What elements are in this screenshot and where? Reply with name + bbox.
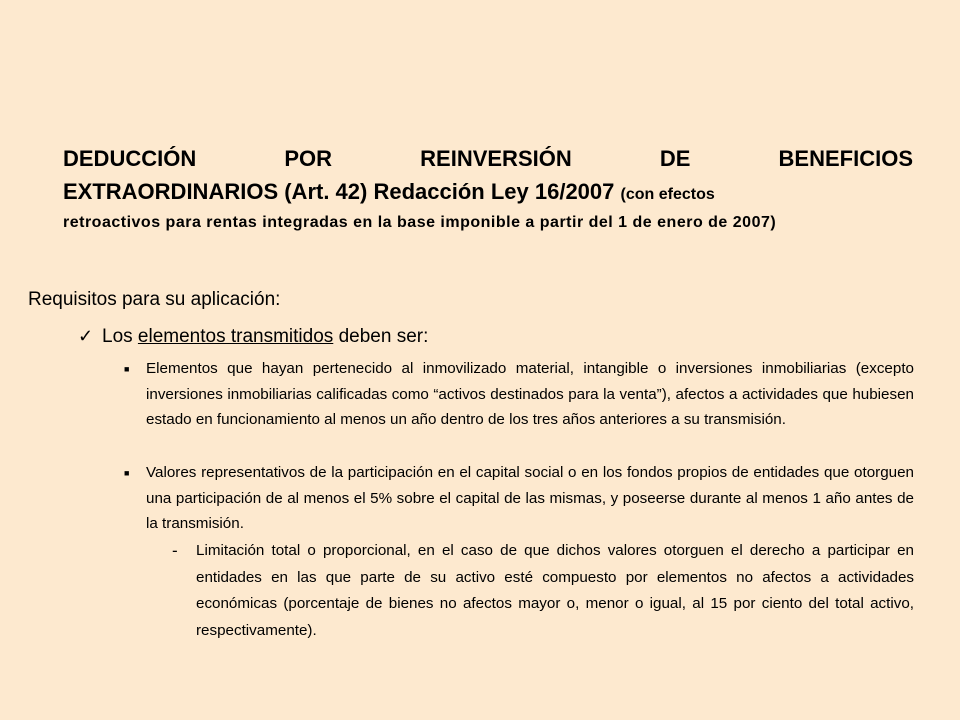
- title-line-2: [63, 175, 913, 211]
- check-underlined-text: elementos transmitidos: [137, 326, 334, 347]
- title-line-1: DEDUCCIÓN POR REINVERSIÓN DE BENEFICIOS: [63, 146, 913, 171]
- check-icon: ✓: [78, 326, 94, 346]
- bullet-text-1: Elementos que hayan pertenecido al inmovilizado material, intangible o inversiones inmobiliarias (excepto inversiones inmobiliarias calificadas como “activos destinados para la venta”), afectos a actividades que hubiesen estado en funcionamiento al menos un año dentro de los tres años anteriores a su transmisión.: [146, 360, 914, 428]
- slide-title: [63, 142, 913, 235]
- title-subtitle: retroactivos para rentas integradas en la base imponible a partir del 1 de enero de 2007): [63, 214, 777, 231]
- bullet-item-2: [124, 460, 914, 537]
- sub-item-text-1: Limitación total o proporcional, en el caso de que dichos valores otorguen el derecho a participar en entidades en las que parte de su activo esté compuesto por elementos no afectos a actividades económicas (porcentaje de bienes no afectos mayor o, menor o igual, al 15 por ciento del total activo, respectivamente).: [196, 542, 914, 639]
- check-item: [78, 323, 428, 350]
- square-bullet-icon: ■: [124, 468, 130, 478]
- square-bullet-icon: ■: [124, 364, 130, 374]
- requirements-heading: Requisitos para su aplicación:: [28, 289, 281, 310]
- bullet-text-2: Valores representativos de la participación en el capital social o en los fondos propios de entidades que otorguen una participación de al menos el 5% sobre el capital de las mismas, y poseerse durante al menos 1 año antes de la transmisión.: [146, 464, 914, 532]
- check-text: [102, 324, 428, 350]
- title-line-2-small: (con efectos: [620, 186, 715, 203]
- bullet-item-1: [124, 356, 914, 433]
- dash-icon: -: [172, 541, 178, 560]
- title-line-2-main: EXTRAORDINARIOS (Art. 42) Redacción Ley 16/2007: [63, 179, 615, 204]
- check-suffix: deben ser:: [333, 326, 429, 347]
- sub-item-1: [172, 538, 914, 644]
- check-prefix: Los: [102, 326, 138, 347]
